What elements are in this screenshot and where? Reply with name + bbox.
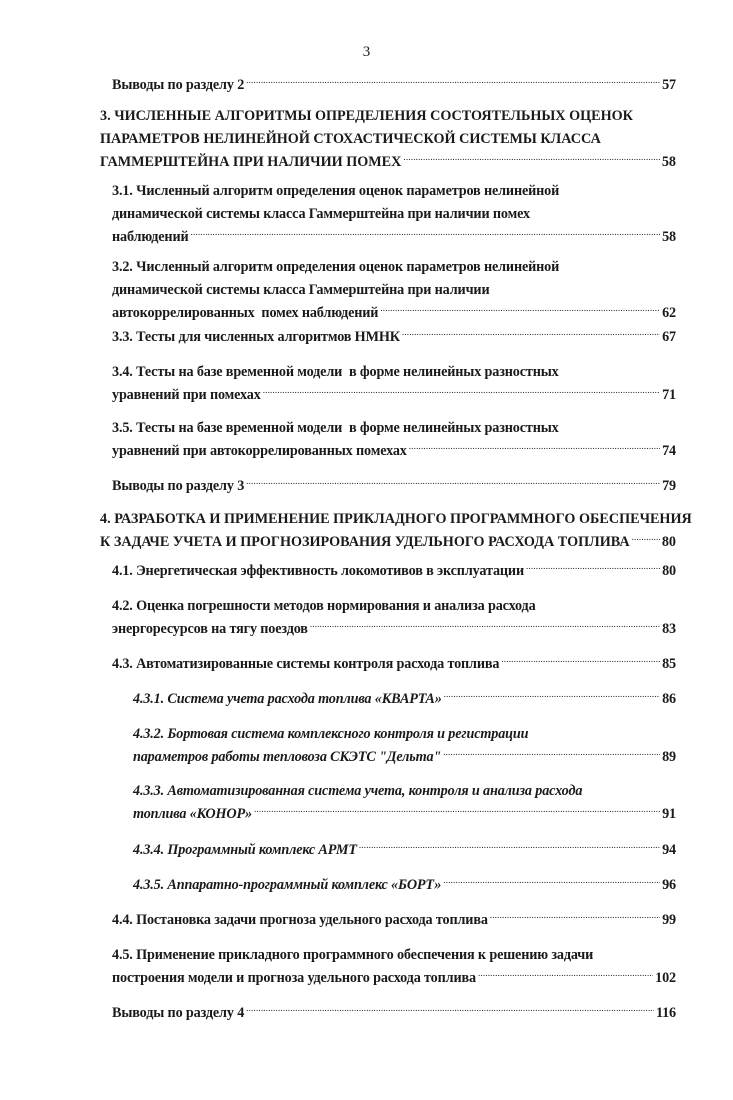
dot-leader	[443, 747, 660, 761]
toc-entry-title: 4.3.1. Система учета расхода топлива «КВАРТА»	[133, 691, 442, 707]
toc-page-ref: 83	[662, 621, 676, 637]
dot-leader	[478, 968, 653, 982]
toc-entry-title-line: 3.1. Численный алгоритм определения оценок параметров нелинейной	[112, 183, 560, 199]
toc-entry-4-3-3[interactable]	[133, 780, 676, 826]
toc-entry-title: 4.3. Автоматизированные системы контроля расхода топлива	[112, 656, 500, 672]
toc-entry-title-line: динамической системы класса Гаммерштейна при наличии	[112, 282, 490, 298]
dot-leader	[402, 327, 660, 341]
toc-page-ref: 102	[655, 970, 676, 986]
toc-entry-title-line: 3.4. Тесты на базе временной модели в форме нелинейных разностных	[112, 364, 559, 380]
toc-page-ref: 67	[662, 329, 676, 345]
toc-entry-title-line: 4.3.3. Автоматизированная система учета, контроля и анализа расхода	[133, 783, 583, 799]
toc-entry-chapter-3[interactable]	[100, 105, 676, 174]
toc-entry-title: 4.1. Энергетическая эффективность локомотивов в эксплуатации	[112, 563, 524, 579]
page-number: 3	[362, 44, 371, 60]
toc-entry-title-line: уравнений при автокоррелированных помехах	[112, 443, 407, 459]
toc-entry-title-line: 3. ЧИСЛЕННЫЕ АЛГОРИТМЫ ОПРЕДЕЛЕНИЯ СОСТОЯТЕЛЬНЫХ ОЦЕНОК	[100, 108, 633, 124]
toc-entry-conclusions-2[interactable]	[112, 74, 676, 97]
toc-entry-3-4[interactable]	[112, 361, 676, 407]
dot-leader	[632, 532, 660, 546]
dot-leader	[380, 303, 660, 317]
toc-page-ref: 99	[662, 912, 676, 928]
toc-entry-title-line: параметров работы тепловоза СКЭТС "Дельта"	[133, 749, 442, 765]
dot-leader	[263, 385, 660, 399]
dot-leader	[246, 75, 660, 89]
toc-entry-3-1[interactable]	[112, 180, 676, 249]
toc-entry-4-3-2[interactable]	[133, 723, 676, 769]
dot-leader	[409, 441, 660, 455]
toc-entry-chapter-4[interactable]	[100, 508, 692, 554]
toc-entry-4-4[interactable]	[112, 909, 676, 932]
dot-leader	[359, 840, 660, 854]
toc-page-ref: 74	[662, 443, 676, 459]
toc-entry-title: Выводы по разделу 2	[112, 77, 245, 93]
toc-entry-4-3[interactable]	[112, 653, 676, 676]
toc-entry-title-line: 3.2. Численный алгоритм определения оценок параметров нелинейной	[112, 259, 560, 275]
toc-entry-4-5[interactable]	[112, 944, 676, 990]
dot-leader	[443, 875, 660, 889]
toc-entry-title-line: 4.3.2. Бортовая система комплексного контроля и регистрации	[133, 726, 529, 742]
toc-entry-3-5[interactable]	[112, 417, 676, 463]
toc-entry-4-3-5[interactable]	[133, 874, 676, 897]
toc-entry-title-line: динамической системы класса Гаммерштейна при наличии помех	[112, 206, 530, 222]
toc-entry-3-2[interactable]	[112, 256, 676, 325]
dot-leader	[403, 152, 659, 166]
toc-entry-4-2[interactable]	[112, 595, 676, 641]
toc-page-ref: 79	[662, 478, 676, 494]
toc-entry-title-line: ГАММЕРШТЕЙНА ПРИ НАЛИЧИИ ПОМЕХ	[100, 154, 402, 170]
dot-leader	[254, 804, 660, 818]
toc-entry-4-1[interactable]	[112, 560, 676, 583]
toc-entry-title: Выводы по разделу 3	[112, 478, 245, 494]
toc-entry-title: 4.4. Постановка задачи прогноза удельного расхода топлива	[112, 912, 488, 928]
toc-entry-title-line: 4.2. Оценка погрешности методов нормирования и анализа расхода	[112, 598, 536, 614]
dot-leader	[310, 619, 660, 633]
toc-entry-4-3-4[interactable]	[133, 839, 676, 862]
toc-page-ref: 58	[661, 154, 676, 170]
toc-entry-title-line: топлива «КОНОР»	[133, 806, 252, 822]
toc-entry-title-line: уравнений при помехах	[112, 387, 261, 403]
toc-entry-title: 4.3.5. Аппаратно-программный комплекс «БОРТ»	[133, 877, 442, 893]
dot-leader	[501, 654, 660, 668]
toc-entry-title-line: построения модели и прогноза удельного расхода топлива	[112, 970, 476, 986]
toc-page-ref: 85	[662, 656, 676, 672]
toc-entry-title-line: автокоррелированных помех наблюдений	[112, 305, 379, 321]
toc-entry-4-3-1[interactable]	[133, 688, 676, 711]
toc-page-ref: 71	[662, 387, 676, 403]
toc-page-ref: 94	[662, 842, 676, 858]
toc-entry-conclusions-3[interactable]	[112, 475, 676, 498]
toc-page-ref: 58	[662, 229, 676, 245]
toc-entry-title-line: К ЗАДАЧЕ УЧЕТА И ПРОГНОЗИРОВАНИЯ УДЕЛЬНОГО РАСХОДА ТОПЛИВА	[100, 534, 630, 550]
toc-entry-conclusions-4[interactable]	[112, 1002, 676, 1025]
toc-entry-title-line: энергоресурсов на тягу поездов	[112, 621, 308, 637]
toc-entry-title-line: 4. РАЗРАБОТКА И ПРИМЕНЕНИЕ ПРИКЛАДНОГО ПРОГРАММНОГО ОБЕСПЕЧЕНИЯ	[100, 511, 692, 527]
dot-leader	[246, 1003, 654, 1017]
toc-page-ref: 91	[662, 806, 676, 822]
dot-leader	[444, 689, 660, 703]
toc-entry-title: 3.3. Тесты для численных алгоритмов НМНК	[112, 329, 400, 345]
toc-page-ref: 116	[655, 1005, 676, 1021]
toc-page-ref: 80	[661, 534, 676, 550]
toc-entry-title-line: 4.5. Применение прикладного программного обеспечения к решению задачи	[112, 947, 594, 963]
toc-page-ref: 96	[662, 877, 676, 893]
toc-entry-title: 4.3.4. Программный комплекс АРМТ	[133, 842, 357, 858]
toc-entry-title-line: ПАРАМЕТРОВ НЕЛИНЕЙНОЙ СТОХАСТИЧЕСКОЙ СИСТЕМЫ КЛАССА	[100, 131, 601, 147]
dot-leader	[191, 227, 661, 241]
dot-leader	[246, 476, 660, 490]
toc-entry-title-line: наблюдений	[112, 229, 189, 245]
toc-entry-title-line: 3.5. Тесты на базе временной модели в форме нелинейных разностных	[112, 420, 559, 436]
toc-page-ref: 86	[662, 691, 676, 707]
dot-leader	[490, 910, 660, 924]
dot-leader	[526, 561, 660, 575]
toc-entry-3-3[interactable]	[112, 326, 676, 349]
toc-entry-title: Выводы по разделу 4	[112, 1005, 245, 1021]
toc-page-ref: 62	[662, 305, 676, 321]
toc-page-ref: 57	[662, 77, 676, 93]
toc-page-ref: 89	[662, 749, 676, 765]
toc-page-ref: 80	[662, 563, 676, 579]
